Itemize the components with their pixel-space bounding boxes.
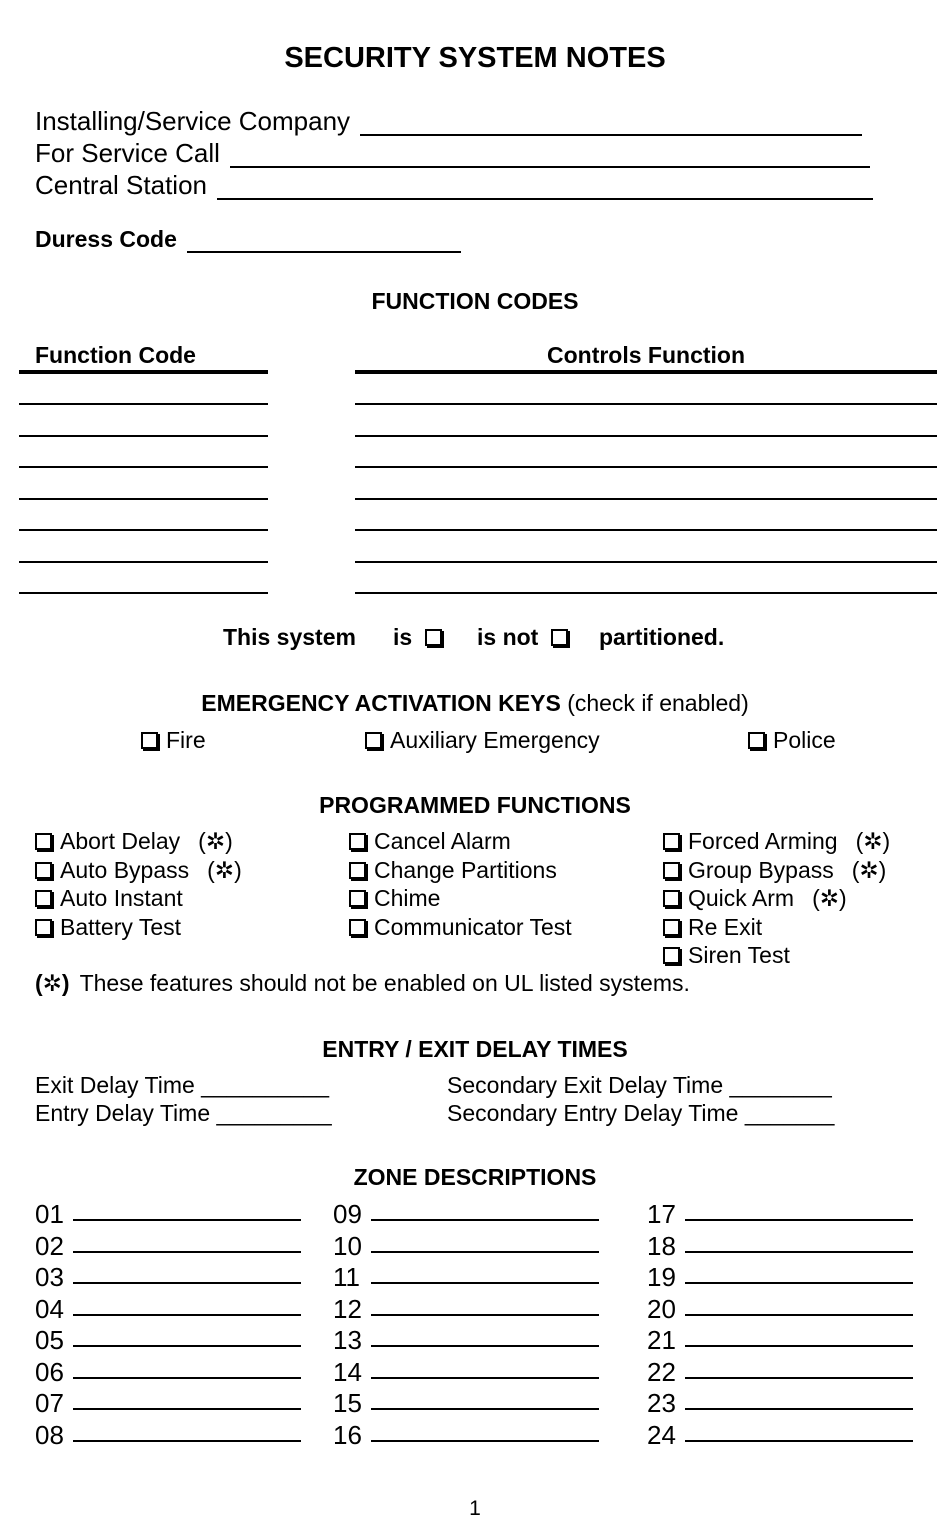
programmed-function-item[interactable] <box>35 857 242 884</box>
zone-row[interactable] <box>333 1262 599 1293</box>
entry-delay-field[interactable]: Entry Delay Time _________ <box>35 1100 332 1126</box>
installing-company-line <box>360 132 862 136</box>
checkbox-icon[interactable] <box>365 732 382 749</box>
programmed-function-item[interactable] <box>663 828 890 855</box>
zone-number: 20 <box>647 1293 676 1324</box>
zone-number: 07 <box>35 1388 64 1418</box>
footnote-text: These features should not be enabled on UL listed systems. <box>79 970 690 996</box>
checkbox-icon[interactable] <box>141 732 158 749</box>
zone-description-line[interactable] <box>73 1312 301 1316</box>
checkbox-icon[interactable] <box>35 862 52 879</box>
delay-times-title: ENTRY / EXIT DELAY TIMES <box>322 1036 628 1062</box>
programmed-function-item[interactable] <box>349 828 511 855</box>
zone-description-line[interactable] <box>371 1438 599 1442</box>
footnote-mark: (✲) <box>35 970 70 996</box>
zone-row[interactable] <box>647 1388 913 1419</box>
zone-description-line[interactable] <box>685 1312 913 1316</box>
controls-function-line[interactable] <box>355 498 937 500</box>
zone-description-line[interactable] <box>73 1343 301 1347</box>
zone-number: 06 <box>35 1356 64 1387</box>
function-code-line[interactable] <box>19 529 268 531</box>
zone-description-line[interactable] <box>685 1438 913 1442</box>
installing-company-field[interactable] <box>35 106 862 137</box>
zone-number: 22 <box>647 1356 676 1387</box>
zone-description-line[interactable] <box>685 1249 913 1253</box>
function-code-header-rule <box>19 370 268 374</box>
programmed-function-label: Abort Delay <box>60 828 181 854</box>
zone-number: 04 <box>35 1293 64 1324</box>
page-title: SECURITY SYSTEM NOTES <box>284 42 666 74</box>
zone-description-line[interactable] <box>73 1249 301 1253</box>
zone-description-line[interactable] <box>73 1217 301 1221</box>
zone-description-line[interactable] <box>371 1343 599 1347</box>
function-code-line[interactable] <box>19 403 268 405</box>
zone-number: 10 <box>333 1230 362 1261</box>
zone-row[interactable] <box>647 1420 913 1451</box>
zone-number: 21 <box>647 1325 676 1355</box>
emergency-police-label: Police <box>773 727 836 753</box>
checkbox-icon[interactable] <box>425 629 442 646</box>
zone-number: 12 <box>333 1293 362 1324</box>
programmed-function-label: Battery Test <box>60 913 182 940</box>
checkbox-icon[interactable] <box>663 862 680 879</box>
central-station-label: Central Station <box>35 170 207 200</box>
zone-description-line[interactable] <box>371 1249 599 1253</box>
controls-function-line[interactable] <box>355 529 937 531</box>
programmed-function-item[interactable] <box>663 885 847 912</box>
zone-number: 02 <box>35 1230 64 1261</box>
zone-description-line[interactable] <box>73 1406 301 1410</box>
zone-description-line[interactable] <box>685 1375 913 1379</box>
controls-function-line[interactable] <box>355 592 937 594</box>
ul-restricted-mark: (✲) <box>812 885 847 911</box>
zone-number: 03 <box>35 1262 64 1292</box>
function-code-line[interactable] <box>19 498 268 500</box>
function-code-header: Function Code <box>35 342 196 368</box>
programmed-function-item[interactable] <box>35 914 181 941</box>
controls-function-header: Controls Function <box>546 342 746 368</box>
emergency-keys-title <box>0 690 950 717</box>
ul-restricted-mark: (✲) <box>851 856 887 883</box>
function-code-line[interactable] <box>19 561 268 563</box>
function-code-line[interactable] <box>19 592 268 594</box>
zone-number: 15 <box>333 1388 362 1418</box>
checkbox-icon[interactable] <box>349 890 366 907</box>
central-station-line <box>217 196 873 200</box>
zone-description-line[interactable] <box>371 1375 599 1379</box>
zone-row[interactable] <box>333 1325 599 1356</box>
duress-code-field[interactable] <box>35 226 461 253</box>
checkbox-icon[interactable] <box>35 890 52 907</box>
secondary-exit-delay-field[interactable]: Secondary Exit Delay Time ________ <box>447 1072 832 1098</box>
programmed-function-label: Cancel Alarm <box>374 828 511 854</box>
secondary-entry-delay-field[interactable]: Secondary Entry Delay Time _______ <box>447 1100 835 1126</box>
controls-function-line[interactable] <box>355 466 937 468</box>
programmed-footnote <box>35 970 690 997</box>
zone-row[interactable] <box>333 1294 599 1325</box>
zone-row[interactable] <box>333 1357 599 1388</box>
programmed-function-item[interactable] <box>663 914 762 941</box>
zone-row[interactable] <box>333 1388 599 1419</box>
zone-number: 13 <box>333 1325 362 1355</box>
programmed-function-label: Communicator Test <box>374 913 572 940</box>
checkbox-icon[interactable] <box>748 732 765 749</box>
controls-function-header-rule <box>355 370 937 374</box>
programmed-function-label: Group Bypass <box>688 856 834 883</box>
zone-row[interactable] <box>647 1357 913 1388</box>
installing-company-label: Installing/Service Company <box>35 106 351 136</box>
zone-description-line[interactable] <box>371 1406 599 1410</box>
zone-description-line[interactable] <box>685 1343 913 1347</box>
checkbox-icon[interactable] <box>349 862 366 879</box>
exit-delay-field[interactable]: Exit Delay Time __________ <box>35 1072 330 1098</box>
programmed-function-item[interactable] <box>35 885 183 912</box>
function-code-line[interactable] <box>19 435 268 437</box>
partition-is-not-label: is not <box>477 624 539 650</box>
zone-descriptions-title: ZONE DESCRIPTIONS <box>353 1164 597 1190</box>
emergency-police[interactable] <box>748 727 836 754</box>
zone-number: 05 <box>35 1325 64 1355</box>
programmed-function-label: Quick Arm <box>688 885 795 911</box>
zone-description-line[interactable] <box>73 1375 301 1379</box>
emergency-fire[interactable] <box>141 727 206 754</box>
zone-description-line[interactable] <box>685 1217 913 1221</box>
checkbox-icon[interactable] <box>551 629 568 646</box>
zone-number: 01 <box>35 1199 64 1229</box>
zone-description-line[interactable] <box>371 1217 599 1221</box>
zone-row[interactable] <box>35 1357 301 1388</box>
controls-function-line[interactable] <box>355 403 937 405</box>
programmed-function-item[interactable] <box>663 857 886 884</box>
zone-number: 08 <box>35 1419 64 1450</box>
checkbox-icon[interactable] <box>349 919 366 936</box>
ul-restricted-mark: (✲) <box>207 856 242 883</box>
programmed-function-label: Re Exit <box>688 913 763 940</box>
zone-row[interactable] <box>647 1294 913 1325</box>
programmed-function-item[interactable] <box>349 885 440 912</box>
programmed-function-label: Change Partitions <box>374 856 557 883</box>
zone-row[interactable] <box>35 1388 301 1419</box>
zone-number: 18 <box>647 1230 676 1261</box>
emergency-keys-note: (check if enabled) <box>567 690 749 716</box>
zone-row[interactable] <box>333 1231 599 1262</box>
zone-number: 11 <box>333 1262 360 1292</box>
zone-row[interactable] <box>647 1199 913 1230</box>
zone-row[interactable] <box>333 1420 599 1451</box>
programmed-function-label: Forced Arming <box>688 828 838 854</box>
checkbox-icon[interactable] <box>663 890 680 907</box>
zone-number: 14 <box>333 1356 362 1387</box>
zone-row[interactable] <box>647 1262 913 1293</box>
function-codes-title: FUNCTION CODES <box>371 288 579 314</box>
function-code-line[interactable] <box>19 466 268 468</box>
service-call-line <box>230 164 870 168</box>
zone-row[interactable] <box>35 1325 301 1356</box>
service-call-field[interactable] <box>35 138 870 169</box>
programmed-function-item[interactable] <box>349 914 572 941</box>
partition-is-not-option[interactable] <box>477 624 576 651</box>
zone-description-line[interactable] <box>371 1280 599 1284</box>
checkbox-icon[interactable] <box>663 919 680 936</box>
emergency-auxiliary[interactable] <box>365 727 600 754</box>
programmed-function-item[interactable] <box>663 942 790 969</box>
controls-function-line[interactable] <box>355 435 937 437</box>
zone-description-line[interactable] <box>371 1312 599 1316</box>
zone-row[interactable] <box>35 1231 301 1262</box>
ul-restricted-mark: (✲) <box>855 828 891 854</box>
zone-row[interactable] <box>647 1231 913 1262</box>
service-call-label: For Service Call <box>35 138 220 168</box>
emergency-auxiliary-label: Auxiliary Emergency <box>390 727 600 753</box>
zone-row[interactable] <box>35 1294 301 1325</box>
checkbox-icon[interactable] <box>35 833 52 850</box>
zone-number: 23 <box>647 1388 676 1418</box>
emergency-keys-heading: EMERGENCY ACTIVATION KEYS <box>201 690 561 716</box>
zone-row[interactable] <box>35 1262 301 1293</box>
zone-number: 17 <box>647 1199 676 1229</box>
zone-number: 09 <box>333 1199 362 1229</box>
zone-number: 19 <box>647 1262 676 1292</box>
programmed-function-label: Siren Test <box>688 942 790 968</box>
checkbox-icon[interactable] <box>35 919 52 936</box>
programmed-function-label: Chime <box>374 885 441 911</box>
programmed-function-item[interactable] <box>349 857 557 884</box>
partition-partitioned: partitioned. <box>599 624 725 650</box>
duress-code-label: Duress Code <box>35 226 177 252</box>
emergency-fire-label: Fire <box>166 727 206 753</box>
ul-restricted-mark: (✲) <box>198 828 233 854</box>
checkbox-icon[interactable] <box>663 947 680 964</box>
partition-is-label: is <box>393 624 413 650</box>
zone-description-line[interactable] <box>73 1438 301 1442</box>
zone-description-line[interactable] <box>685 1406 913 1410</box>
controls-function-line[interactable] <box>355 561 937 563</box>
zone-number: 16 <box>333 1419 362 1450</box>
zone-row[interactable] <box>35 1420 301 1451</box>
programmed-functions-title: PROGRAMMED FUNCTIONS <box>319 792 631 818</box>
checkbox-icon[interactable] <box>663 833 680 850</box>
checkbox-icon[interactable] <box>349 833 366 850</box>
central-station-field[interactable] <box>35 170 873 201</box>
duress-code-line <box>187 249 461 253</box>
programmed-function-label: Auto Instant <box>60 885 183 911</box>
partition-this-system: This system <box>223 624 356 650</box>
partition-is-option[interactable] <box>393 624 450 651</box>
page-number: 1 <box>469 1497 481 1520</box>
zone-row[interactable] <box>647 1325 913 1356</box>
zone-number: 24 <box>647 1419 676 1450</box>
zone-description-line[interactable] <box>73 1280 301 1284</box>
programmed-function-item[interactable] <box>35 828 233 855</box>
programmed-function-label: Auto Bypass <box>60 856 190 883</box>
zone-row[interactable] <box>333 1199 599 1230</box>
zone-description-line[interactable] <box>685 1280 913 1284</box>
zone-row[interactable] <box>35 1199 301 1230</box>
